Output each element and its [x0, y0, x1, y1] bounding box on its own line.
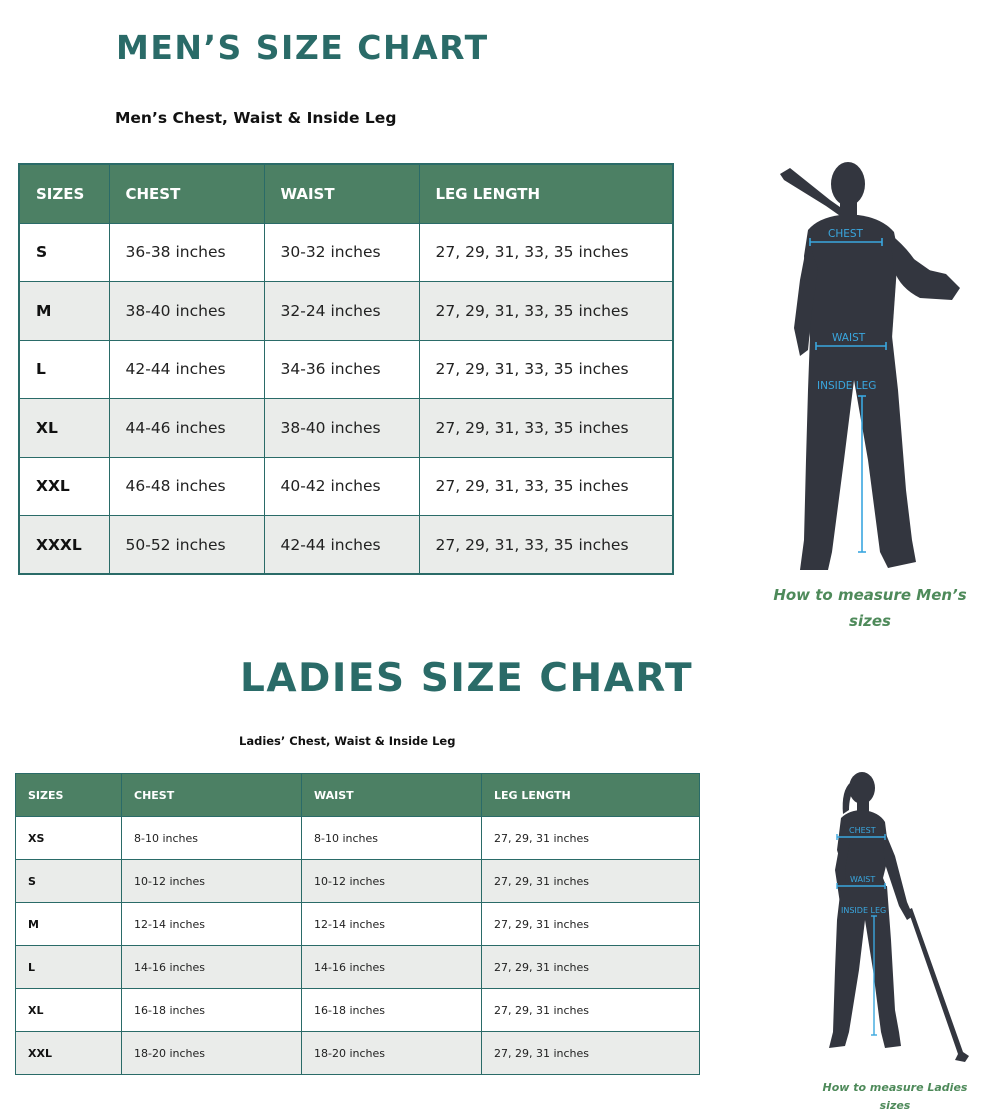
table-row — [16, 946, 700, 989]
chest-label: CHEST — [828, 228, 863, 240]
leg-length-cell: 27, 29, 31, 33, 35 inches — [419, 223, 673, 282]
table-row — [19, 223, 673, 282]
waist-cell: 34-36 inches — [264, 340, 419, 399]
size-cell: L — [19, 340, 109, 399]
leg-length-cell: 27, 29, 31 inches — [482, 860, 700, 903]
table-row — [19, 457, 673, 516]
table-row — [16, 989, 700, 1032]
chest-cell: 42-44 inches — [109, 340, 264, 399]
chest-cell: 12-14 inches — [122, 903, 302, 946]
chest-cell: 8-10 inches — [122, 817, 302, 860]
header-chest: CHEST — [109, 164, 264, 223]
leg-length-cell: 27, 29, 31, 33, 35 inches — [419, 457, 673, 516]
table-row — [19, 516, 673, 575]
size-cell: L — [16, 946, 122, 989]
caption-line: sizes — [879, 1099, 911, 1112]
table-row — [19, 282, 673, 341]
mens-measure-figure — [770, 160, 970, 580]
table-row — [16, 1032, 700, 1075]
size-cell: S — [19, 223, 109, 282]
waist-cell: 14-16 inches — [302, 946, 482, 989]
leg-length-cell: 27, 29, 31 inches — [482, 903, 700, 946]
header-sizes: SIZES — [16, 774, 122, 817]
header-waist: WAIST — [302, 774, 482, 817]
mens-measure-caption — [770, 582, 970, 634]
header-sizes: SIZES — [19, 164, 109, 223]
size-cell: S — [16, 860, 122, 903]
leg-length-cell: 27, 29, 31 inches — [482, 817, 700, 860]
inside-leg-label: INSIDE LEG — [817, 380, 877, 392]
leg-length-cell: 27, 29, 31, 33, 35 inches — [419, 516, 673, 575]
leg-length-cell: 27, 29, 31 inches — [482, 946, 700, 989]
header-leg-length: LEG LENGTH — [482, 774, 700, 817]
golfer-silhouette-icon — [829, 772, 969, 1062]
size-cell: XL — [19, 399, 109, 458]
size-cell: M — [16, 903, 122, 946]
waist-cell: 18-20 inches — [302, 1032, 482, 1075]
waist-cell: 16-18 inches — [302, 989, 482, 1032]
ladies-measure-figure — [815, 770, 975, 1075]
waist-cell: 12-14 inches — [302, 903, 482, 946]
chest-cell: 36-38 inches — [109, 223, 264, 282]
table-row — [16, 817, 700, 860]
size-cell: M — [19, 282, 109, 341]
table-row — [16, 860, 700, 903]
waist-label: WAIST — [832, 332, 866, 344]
ladies-size-table — [15, 773, 700, 1075]
caption-line: How to measure Ladies — [822, 1081, 968, 1094]
mens-size-table — [18, 163, 674, 575]
leg-length-cell: 27, 29, 31 inches — [482, 989, 700, 1032]
chest-cell: 10-12 inches — [122, 860, 302, 903]
header-leg-length: LEG LENGTH — [419, 164, 673, 223]
waist-label: WAIST — [850, 875, 876, 884]
ladies-size-chart-title: LADIES SIZE CHART — [240, 656, 694, 701]
chest-cell: 46-48 inches — [109, 457, 264, 516]
table-header-row — [16, 774, 700, 817]
size-cell: XS — [16, 817, 122, 860]
chest-cell: 38-40 inches — [109, 282, 264, 341]
leg-length-cell: 27, 29, 31, 33, 35 inches — [419, 399, 673, 458]
waist-cell: 42-44 inches — [264, 516, 419, 575]
golfer-silhouette-icon — [780, 162, 960, 570]
header-chest: CHEST — [122, 774, 302, 817]
chest-label: CHEST — [849, 826, 876, 835]
ladies-subtitle: Ladies’ Chest, Waist & Inside Leg — [239, 734, 456, 748]
waist-cell: 30-32 inches — [264, 223, 419, 282]
size-cell: XXL — [16, 1032, 122, 1075]
header-waist: WAIST — [264, 164, 419, 223]
size-cell: XXL — [19, 457, 109, 516]
mens-size-chart-title: MEN’S SIZE CHART — [116, 28, 489, 67]
table-row — [19, 340, 673, 399]
table-row — [19, 399, 673, 458]
chest-cell: 44-46 inches — [109, 399, 264, 458]
inside-leg-label: INSIDE LEG — [841, 906, 887, 915]
size-cell: XXXL — [19, 516, 109, 575]
ladies-measure-caption — [820, 1079, 970, 1115]
chest-cell: 16-18 inches — [122, 989, 302, 1032]
leg-length-cell: 27, 29, 31, 33, 35 inches — [419, 340, 673, 399]
waist-cell: 8-10 inches — [302, 817, 482, 860]
caption-line: sizes — [849, 612, 891, 630]
chest-cell: 50-52 inches — [109, 516, 264, 575]
chest-cell: 18-20 inches — [122, 1032, 302, 1075]
size-cell: XL — [16, 989, 122, 1032]
table-header-row — [19, 164, 673, 223]
chest-cell: 14-16 inches — [122, 946, 302, 989]
waist-cell: 32-24 inches — [264, 282, 419, 341]
waist-cell: 10-12 inches — [302, 860, 482, 903]
waist-cell: 38-40 inches — [264, 399, 419, 458]
leg-length-cell: 27, 29, 31, 33, 35 inches — [419, 282, 673, 341]
waist-cell: 40-42 inches — [264, 457, 419, 516]
table-row — [16, 903, 700, 946]
mens-subtitle: Men’s Chest, Waist & Inside Leg — [115, 109, 397, 127]
leg-length-cell: 27, 29, 31 inches — [482, 1032, 700, 1075]
caption-line: How to measure Men’s — [773, 586, 967, 604]
